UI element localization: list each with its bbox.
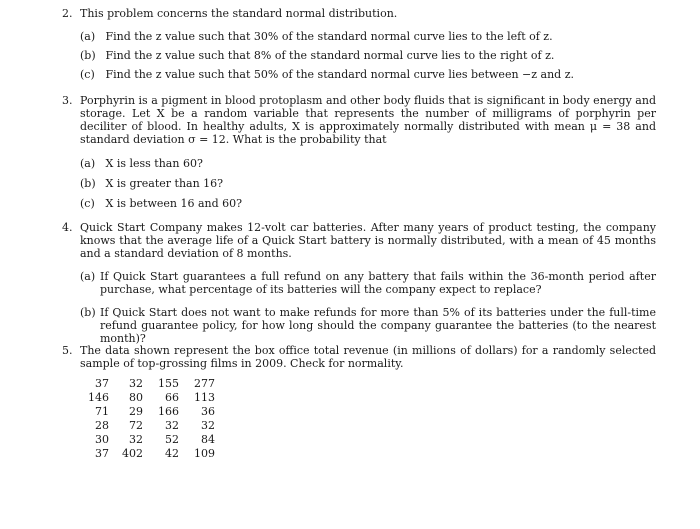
table-cell: 113 [194,391,215,404]
table-cell: 32 [165,419,179,432]
problem-number: 2. [62,7,73,20]
part-label: (a) [80,270,96,283]
table-row [84,391,219,405]
part-label: (a) [80,30,96,43]
revenue-data-table [84,377,219,461]
table-cell: 109 [194,447,215,460]
part-text: X is between 16 and 60? [105,197,243,210]
part-text: Find the z value such that 50% of the standard normal curve lies between −z and z. [105,68,575,81]
table-cell: 52 [165,433,179,446]
part-label: (c) [80,197,95,210]
table-cell: 402 [122,447,143,460]
table-cell: 80 [129,391,143,404]
problem-2-part-b [80,49,656,62]
problem-2 [62,7,656,20]
part-text: If Quick Start does not want to make refunds for more than 5% of its batteries under the full-time refund guarantee policy, for how long should the company guarantee the batteries (to the nearest month)? [100,306,656,345]
table-cell: 66 [165,391,179,404]
part-text: Find the z value such that 30% of the standard normal curve lies to the left of z. [105,30,553,43]
part-label: (a) [80,157,96,170]
problem-number: 5. [62,344,73,357]
problem-4 [62,221,656,260]
part-text: If Quick Start guarantees a full refund on any battery that fails within the 36-month period after purchase, what percentage of its batteries will the company expect to replace? [100,270,656,296]
part-text: X is greater than 16? [105,177,224,190]
problem-3-part-b [80,177,656,190]
table-cell: 42 [165,447,179,460]
table-cell: 155 [158,377,179,390]
part-text: Find the z value such that 8% of the standard normal curve lies to the right of z. [105,49,555,62]
table-cell: 84 [201,433,215,446]
part-label: (b) [80,49,96,62]
problem-3 [62,94,656,146]
problem-4-part-b [80,306,656,345]
problem-text: Quick Start Company makes 12-volt car batteries. After many years of product testing, the company knows that the average life of a Quick Start battery is normally distributed, with a mean of 45 months and a standard deviation of 8 months. [80,221,656,260]
problem-text: This problem concerns the standard normal distribution. [80,7,398,20]
table-cell: 166 [158,405,179,418]
table-cell: 30 [95,433,109,446]
table-cell: 32 [129,433,143,446]
problem-2-part-c [80,68,656,81]
table-row [84,433,219,447]
problem-4-part-a [80,270,656,296]
table-cell: 28 [95,419,109,432]
problem-number: 4. [62,221,73,234]
table-cell: 32 [129,377,143,390]
problem-3-part-a [80,157,656,170]
table-cell: 71 [95,405,109,418]
table-row [84,405,219,419]
problem-2-part-a [80,30,656,43]
table-row [84,377,219,391]
table-cell: 36 [201,405,215,418]
part-label: (c) [80,68,95,81]
table-cell: 32 [201,419,215,432]
table-cell: 37 [95,377,109,390]
table-cell: 277 [194,377,215,390]
part-label: (b) [80,306,96,319]
problem-text: The data shown represent the box office total revenue (in millions of dollars) for a randomly selected sample of top-grossing films in 2009. Check for normality. [80,344,656,370]
part-label: (b) [80,177,96,190]
table-row [84,419,219,433]
problem-5 [62,344,656,370]
table-row [84,447,219,461]
problem-3-part-c [80,197,656,210]
table-cell: 37 [95,447,109,460]
table-cell: 29 [129,405,143,418]
part-text: X is less than 60? [105,157,203,170]
problem-text: Porphyrin is a pigment in blood protoplasm and other body fluids that is significant in body energy and storage. Let X be a random variable that represents the number of milligrams of porphyrin per deciliter of blood. In healthy adults, X is approximately normally distributed with mean μ = 38 and standard deviation σ = 12. What is the probability that [80,94,656,146]
table-cell: 72 [129,419,143,432]
problem-number: 3. [62,94,73,107]
table-cell: 146 [88,391,109,404]
